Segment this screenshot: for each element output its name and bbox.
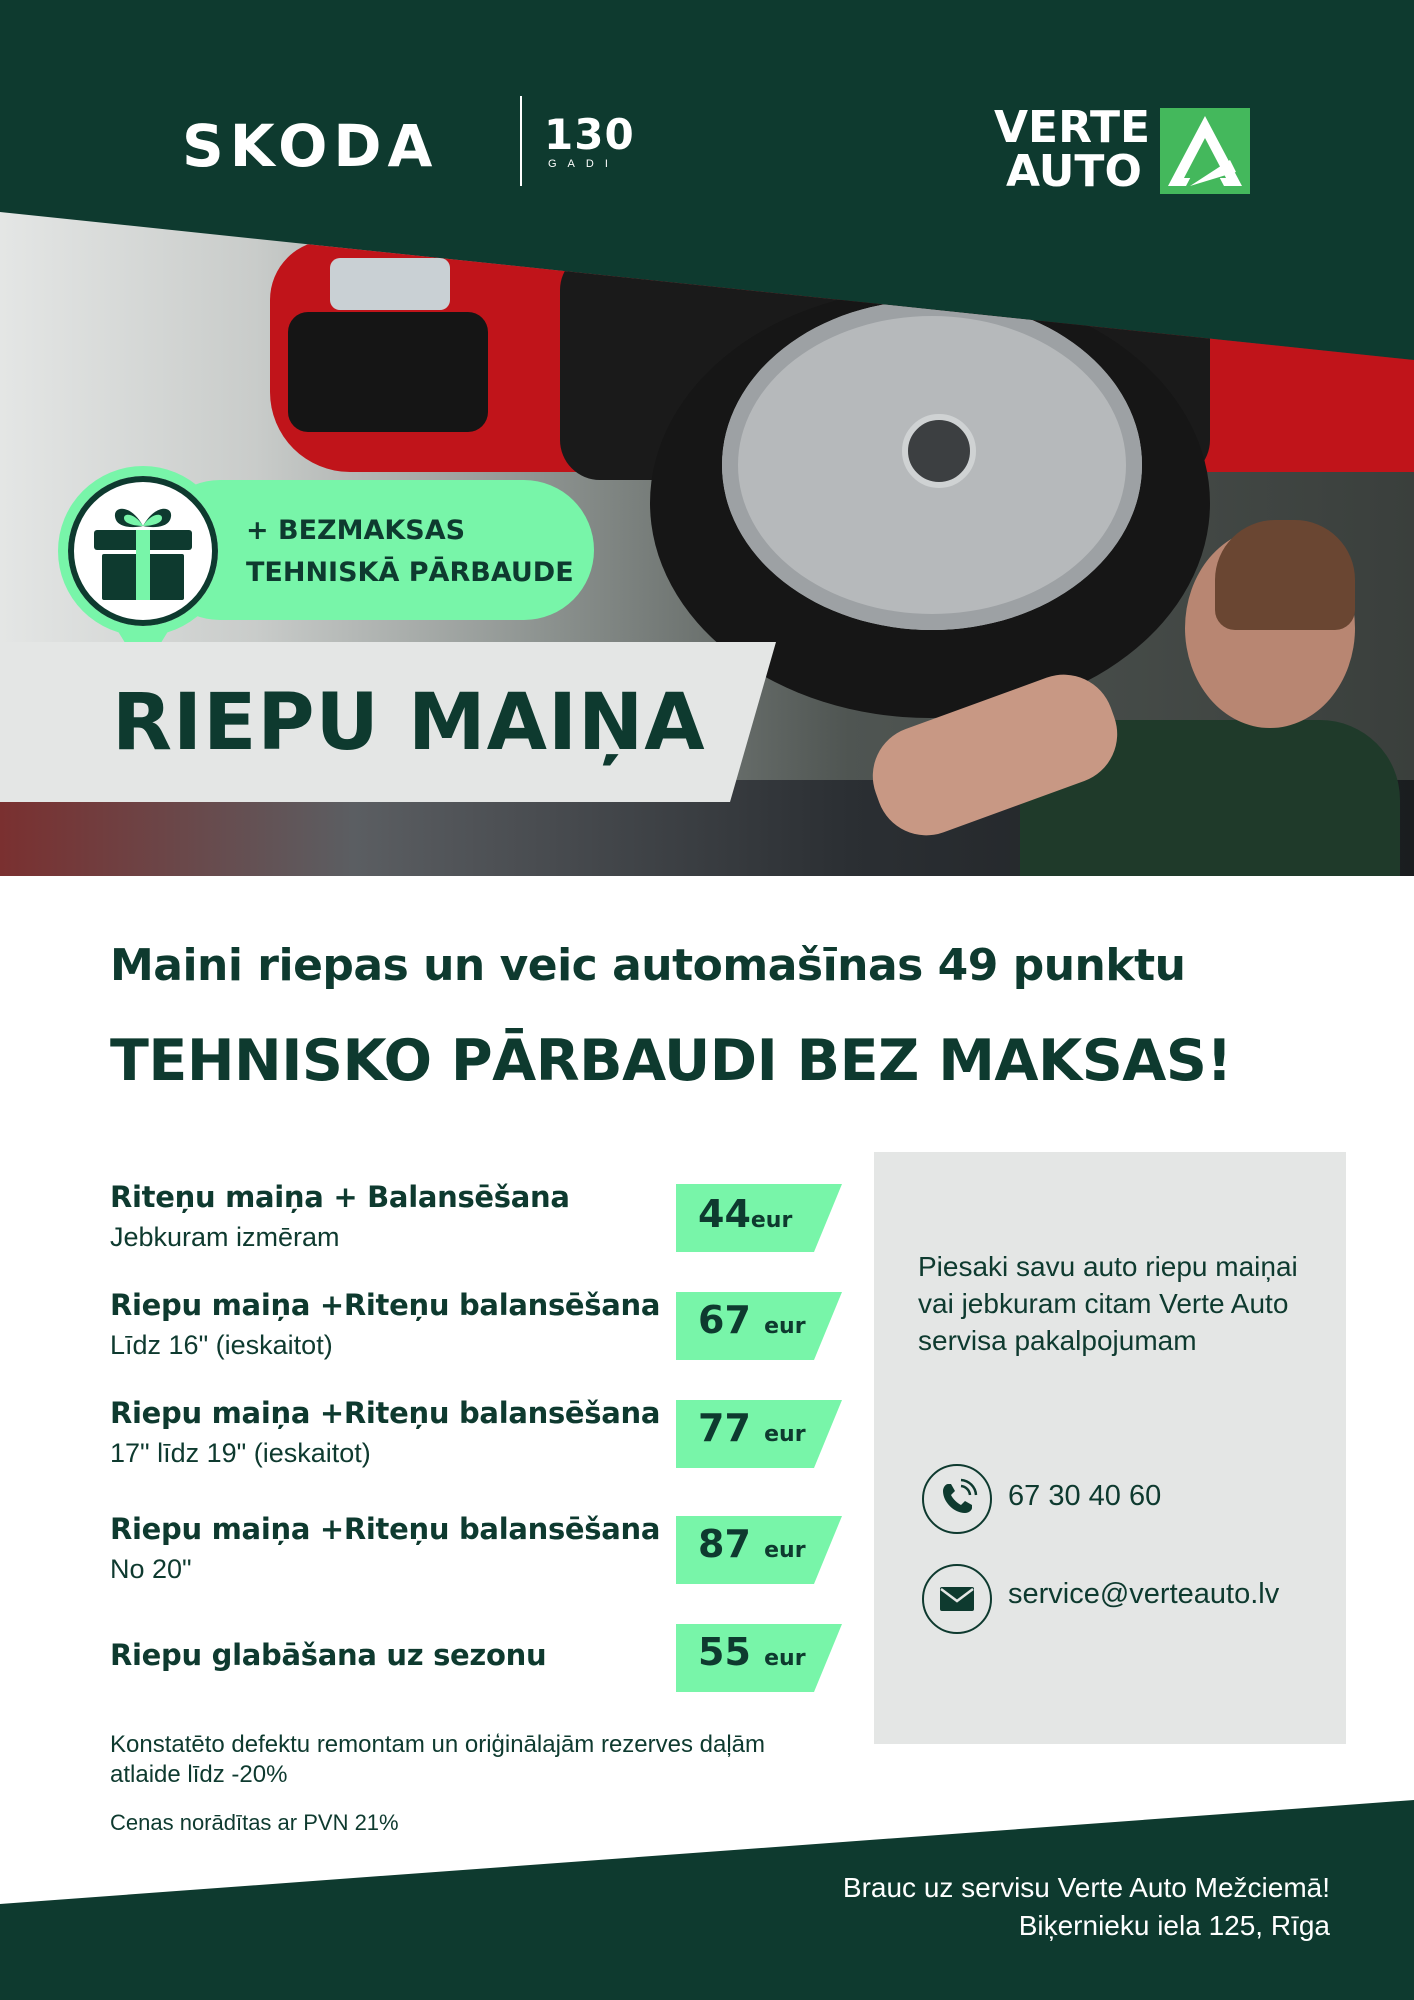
contact-intro: Piesaki savu auto riepu maiņai vai jebkuram citam Verte Auto servisa pakalpojumam (918, 1251, 1298, 1356)
anniversary-label: GADI (548, 158, 619, 170)
service-name: Riepu maiņa +Riteņu balansēšana (110, 1512, 661, 1546)
service-detail: Līdz 16" (ieskaitot) (110, 1330, 333, 1360)
service-name: Riepu glabāšana uz sezonu (110, 1638, 547, 1672)
price-value (698, 1192, 792, 1236)
page-title: RIEPU MAIŅA (112, 678, 706, 768)
price-unit: eur (764, 1314, 806, 1339)
price-unit: eur (764, 1646, 806, 1671)
price-unit: eur (764, 1538, 806, 1563)
logo-divider (520, 96, 522, 186)
lead-text: Maini riepas un veic automašīnas 49 punktu (110, 940, 1186, 991)
price-number: 44 (698, 1192, 751, 1236)
phone-number[interactable]: 67 30 40 60 (1008, 1480, 1162, 1512)
service-detail: Jebkuram izmēram (110, 1222, 340, 1252)
skoda-logo: SKODA (182, 112, 439, 180)
badge-text (246, 510, 574, 594)
service-name: Riepu maiņa +Riteņu balansēšana (110, 1288, 661, 1322)
email-link[interactable]: service@verteauto.lv (1008, 1578, 1280, 1610)
service-name: Riepu maiņa +Riteņu balansēšana (110, 1396, 661, 1430)
badge-line-2: TEHNISKĀ PĀRBAUDE (246, 557, 574, 588)
price-number: 87 (698, 1522, 751, 1566)
vat-note: Cenas norādītas ar PVN 21% (110, 1810, 399, 1835)
headline: TEHNISKO PĀRBAUDI BEZ MAKSAS! (110, 1028, 1232, 1094)
mechanic-hair (1215, 520, 1355, 630)
wheel-hub (902, 414, 976, 488)
price-value (698, 1630, 806, 1674)
mail-icon (922, 1564, 992, 1634)
price-unit: eur (764, 1422, 806, 1447)
discount-note-line-1: Konstatēto defektu remontam un oriģinālajām rezerves daļām (110, 1731, 766, 1758)
service-name: Riteņu maiņa + Balansēšana (110, 1180, 570, 1214)
car-bumper-grille (288, 312, 488, 432)
price-number: 77 (698, 1406, 751, 1450)
discount-note-line-2: atlaide līdz -20% (110, 1761, 288, 1788)
footer-address: Biķernieku iela 125, Rīga (1018, 1910, 1330, 1941)
badge-line-1: + BEZMAKSAS (246, 515, 466, 546)
contact-panel (874, 1152, 1346, 1744)
footer-tagline: Brauc uz servisu Verte Auto Mežciemā! (842, 1872, 1330, 1903)
dealer-logo-line2: AUTO (1006, 146, 1142, 197)
gift-icon (90, 496, 196, 604)
discount-note (110, 1730, 765, 1790)
dealer-logo-line1: VERTE (994, 102, 1151, 153)
price-value (698, 1298, 806, 1342)
price-value (698, 1522, 806, 1566)
price-number: 67 (698, 1298, 751, 1342)
car-headlight (330, 258, 450, 310)
service-detail: No 20" (110, 1554, 192, 1584)
service-detail: 17" līdz 19" (ieskaitot) (110, 1438, 371, 1468)
anniversary-number: 130 (544, 110, 635, 159)
dealer-logo-mark (1160, 108, 1250, 194)
price-value (698, 1406, 806, 1450)
price-number: 55 (698, 1630, 751, 1674)
price-unit: eur (750, 1208, 793, 1233)
phone-icon (922, 1464, 992, 1534)
